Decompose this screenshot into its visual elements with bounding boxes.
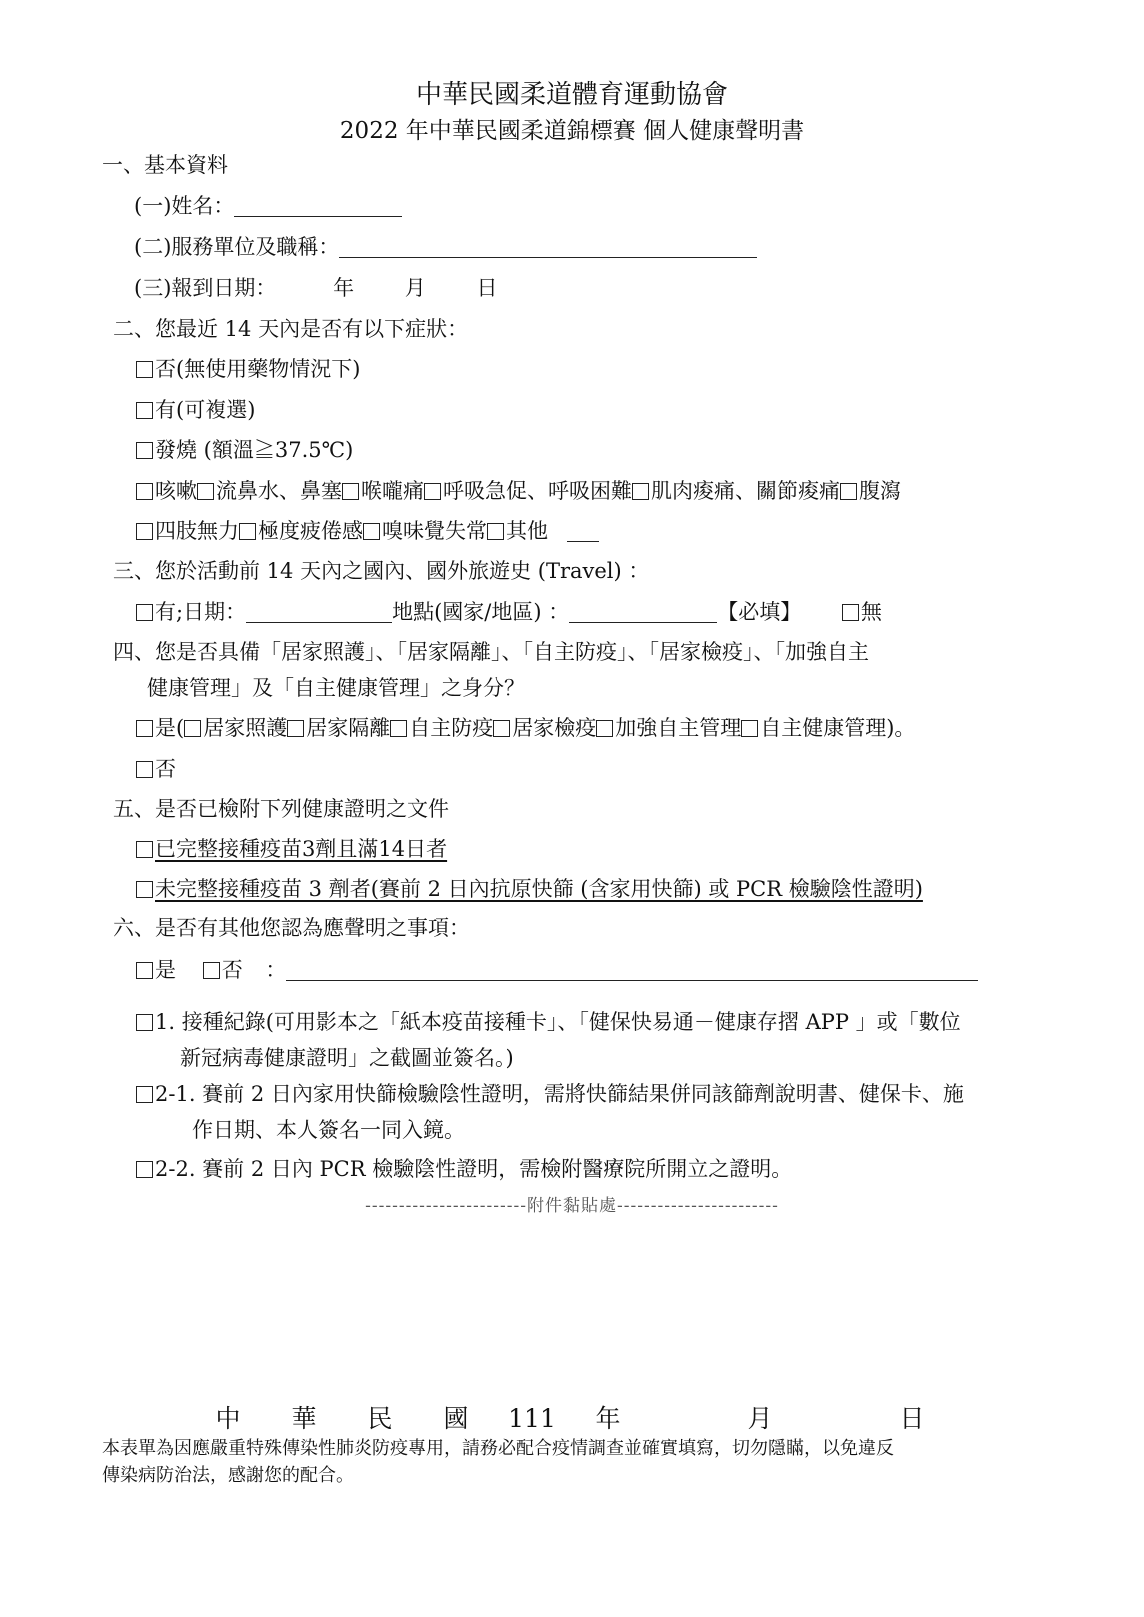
name-label: (一)姓名： <box>134 194 235 218</box>
s4-no-option <box>136 759 176 780</box>
fever-option <box>136 440 353 461</box>
attachment-2-line1 <box>136 1084 964 1105</box>
travel-date-label: 有;日期： <box>155 600 247 624</box>
vaccinated-checkbox[interactable] <box>136 841 153 858</box>
s6-yes-label: 是 <box>155 958 176 982</box>
s6-heading: 六、是否有其他您認為應聲明之事項： <box>113 916 470 940</box>
symptoms-row-1 <box>136 481 901 502</box>
month-label: 月 <box>404 276 426 300</box>
form-title: 2022 年中華民國柔道錦標賽 個人健康聲明書 <box>339 118 805 144</box>
notice-line2: 傳染病防治法，感謝您的配合。 <box>102 1465 354 1486</box>
date-row <box>134 278 497 299</box>
s4-yes-close: )。 <box>886 716 916 740</box>
home-quarantine-label: 居家檢疫 <box>512 716 597 740</box>
s6-no-label: 否 <box>221 958 243 982</box>
home-quarantine-checkbox[interactable] <box>493 720 510 737</box>
attachment-2-line2: 作日期、本人簽名一同入鏡。 <box>192 1118 465 1142</box>
cough-checkbox[interactable] <box>136 483 153 500</box>
fatigue-label: 極度疲倦感 <box>258 519 363 543</box>
sore-throat-checkbox[interactable] <box>342 483 359 500</box>
travel-yes-checkbox[interactable] <box>136 604 153 621</box>
fever-label: 發燒 (額溫≧37.5℃) <box>155 438 354 462</box>
s4-yes-row <box>136 718 915 739</box>
date-char-3: 民 <box>367 1404 393 1433</box>
other-label: 其他 <box>506 519 548 543</box>
muscle-checkbox[interactable] <box>632 483 649 500</box>
fever-checkbox[interactable] <box>136 442 153 459</box>
attachment-3 <box>136 1159 792 1180</box>
travel-none-checkbox[interactable] <box>842 604 859 621</box>
year-char: 年 <box>595 1404 621 1433</box>
s5-heading: 五、是否已檢附下列健康證明之文件 <box>113 797 449 821</box>
s5-option-1 <box>136 839 447 860</box>
s3-heading: 三、您於活動前 14 天內之國內、國外旅遊史 (Travel) ： <box>113 559 650 583</box>
s4-no-checkbox[interactable] <box>136 761 153 778</box>
s6-no-checkbox[interactable] <box>203 962 220 979</box>
runny-nose-checkbox[interactable] <box>197 483 214 500</box>
travel-row <box>136 602 882 623</box>
smell-checkbox[interactable] <box>363 523 380 540</box>
travel-place-field[interactable] <box>569 604 717 623</box>
attachment-1-line1 <box>136 1012 961 1033</box>
limb-checkbox[interactable] <box>136 523 153 540</box>
attachment-1-label: 1. 接種紀錄(可用影本之「紙本疫苗接種卡」、「健保快易通－健康存摺 APP 」或「數位 <box>155 1010 961 1034</box>
enhanced-management-label: 加強自主管理 <box>615 716 742 740</box>
s6-statement-field[interactable] <box>286 962 978 981</box>
date-label: (三)報到日期： <box>134 276 277 300</box>
home-isolation-label: 居家隔離 <box>306 716 391 740</box>
attachment-3-label: 2-2. 賽前 2 日內 PCR 檢驗陰性證明，需檢附醫療院所開立之證明。 <box>155 1157 793 1181</box>
required-note: 【必填】 <box>717 600 802 624</box>
s2-yes-option <box>136 400 255 421</box>
unit-label: (二)服務單位及職稱： <box>134 235 340 259</box>
s2-heading: 二、您最近 14 天內是否有以下症狀： <box>113 317 469 341</box>
self-health-label: 自主健康管理 <box>760 716 887 740</box>
travel-none-label: 無 <box>860 600 882 624</box>
day-label: 日 <box>476 276 498 300</box>
cough-label: 咳嗽 <box>155 479 197 503</box>
s2-no-option <box>136 359 360 380</box>
unit-field[interactable] <box>339 239 757 258</box>
s4-yes-checkbox[interactable] <box>136 720 153 737</box>
muscle-label: 肌肉痠痛、關節痠痛 <box>651 479 840 503</box>
s4-heading-line1: 四、您是否具備「居家照護」、「居家隔離」、「自主防疫」、「居家檢疫」、「加強自主 <box>113 640 869 664</box>
fatigue-checkbox[interactable] <box>239 523 256 540</box>
s6-yes-checkbox[interactable] <box>136 962 153 979</box>
self-prevention-label: 自主防疫 <box>409 716 494 740</box>
home-isolation-checkbox[interactable] <box>287 720 304 737</box>
self-prevention-checkbox[interactable] <box>390 720 407 737</box>
self-health-checkbox[interactable] <box>741 720 758 737</box>
s2-yes-checkbox[interactable] <box>136 402 153 419</box>
s2-no-label: 否(無使用藥物情況下) <box>155 357 361 381</box>
date-char-4: 國 <box>443 1404 469 1433</box>
not-vaccinated-label: 未完整接種疫苗 3 劑者(賽前 2 日內抗原快篩 (含家用快篩) 或 PCR 檢驗陰性證明) <box>155 877 923 901</box>
sore-throat-label: 喉嚨痛 <box>361 479 424 503</box>
attachment-2-checkbox[interactable] <box>136 1086 153 1103</box>
s6-row <box>136 960 978 981</box>
s2-yes-label: 有(可複選) <box>155 398 256 422</box>
attachment-2-label: 2-1. 賽前 2 日內家用快篩檢驗陰性證明，需將快篩結果併同該篩劑說明書、健保卡、施 <box>155 1082 964 1106</box>
s1-heading: 一、基本資料 <box>102 153 228 177</box>
diarrhea-checkbox[interactable] <box>840 483 857 500</box>
month-char: 月 <box>747 1404 773 1433</box>
vaccinated-label: 已完整接種疫苗3劑且滿14日者 <box>155 837 448 861</box>
not-vaccinated-checkbox[interactable] <box>136 881 153 898</box>
attachment-1-line2: 新冠病毒健康證明」之截圖並簽名。) <box>180 1046 514 1070</box>
s4-no-label: 否 <box>155 757 176 781</box>
roc-date-row <box>190 1406 950 1431</box>
date-char-2: 華 <box>291 1404 317 1433</box>
diarrhea-label: 腹瀉 <box>859 479 901 503</box>
attachment-paste-divider: ------------------------附件黏貼處------------------------ <box>365 1196 779 1216</box>
smell-label: 嗅味覺失常 <box>382 519 487 543</box>
day-char: 日 <box>899 1404 925 1433</box>
year-label: 年 <box>333 276 355 300</box>
breath-label: 呼吸急促、呼吸困難 <box>443 479 632 503</box>
s4-yes-open: 是( <box>155 716 185 740</box>
home-care-label: 居家照護 <box>203 716 288 740</box>
other-field[interactable] <box>567 523 599 542</box>
unit-row <box>134 237 757 258</box>
org-title: 中華民國柔道體育運動協會 <box>415 80 728 110</box>
name-field[interactable] <box>234 198 402 217</box>
attachment-3-checkbox[interactable] <box>136 1161 153 1178</box>
roc-year-value: 111 <box>508 1404 556 1433</box>
home-care-checkbox[interactable] <box>184 720 201 737</box>
runny-nose-label: 流鼻水、鼻塞 <box>216 479 342 503</box>
s5-option-2 <box>136 879 923 900</box>
limb-label: 四肢無力 <box>155 519 239 543</box>
notice-line1: 本表單為因應嚴重特殊傳染性肺炎防疫專用，請務必配合疫情調查並確實填寫，切勿隱瞞，以免違反 <box>102 1438 894 1459</box>
s6-colon: ： <box>265 958 287 982</box>
s2-no-checkbox[interactable] <box>136 361 153 378</box>
enhanced-management-checkbox[interactable] <box>596 720 613 737</box>
attachment-1-checkbox[interactable] <box>136 1014 153 1031</box>
symptoms-row-2 <box>136 521 599 542</box>
other-checkbox[interactable] <box>487 523 504 540</box>
date-char-1: 中 <box>215 1404 241 1433</box>
s4-heading-line2: 健康管理」及「自主健康管理」之身分？ <box>147 676 525 700</box>
travel-place-label: 地點(國家/地區) ： <box>392 600 570 624</box>
breath-checkbox[interactable] <box>424 483 441 500</box>
name-row <box>134 196 402 217</box>
travel-date-field[interactable] <box>246 604 392 623</box>
